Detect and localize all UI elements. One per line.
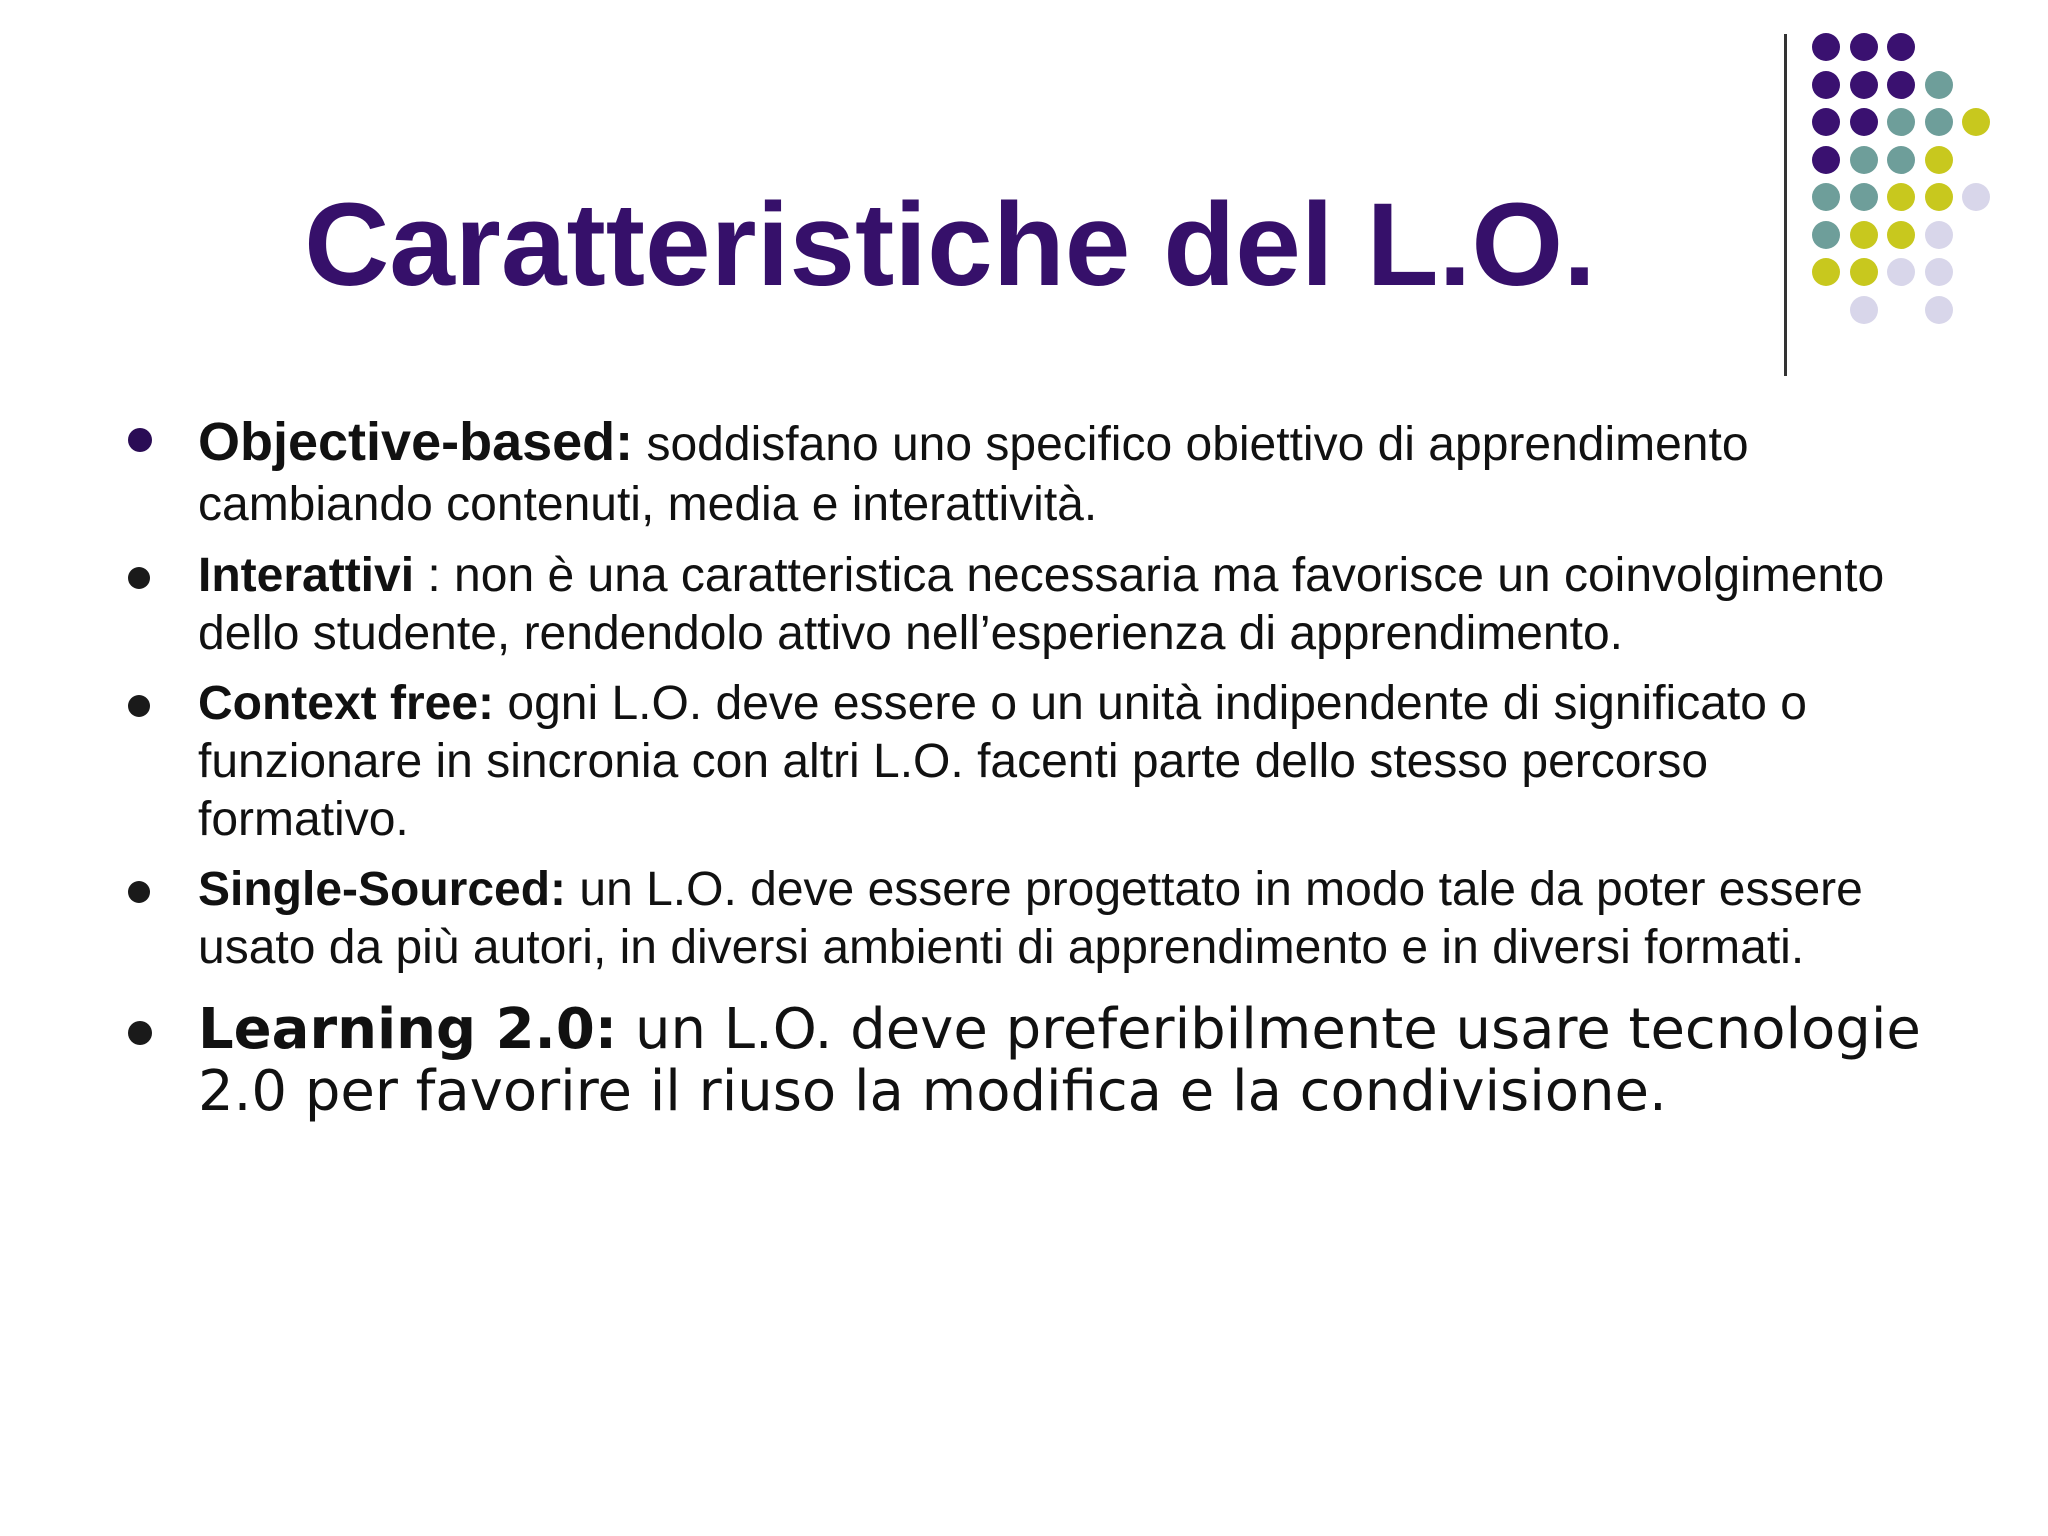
bullet-objective-based xyxy=(128,412,1928,535)
bullet-context-free xyxy=(128,675,1928,849)
bullet-text: : non è una caratteristica necessaria ma favorisce un coinvolgimento dello studente, rendendolo attivo nell’esperienza di apprendimento. xyxy=(198,549,1885,660)
slide-title: Caratteristiche del L.O. xyxy=(304,179,1596,311)
bullet-dot-icon xyxy=(128,1021,152,1045)
decorative-dot xyxy=(1887,146,1915,174)
bullet-interattivi xyxy=(128,547,1928,663)
bullet-term: Interattivi xyxy=(198,549,415,602)
bullet-dot-icon xyxy=(128,695,150,717)
bullet-text: un L.O. deve preferibilmente usare tecnologie 2.0 per favorire il riuso la modifica e la condivisione. xyxy=(198,997,1921,1124)
decorative-dot xyxy=(1925,296,1953,324)
decorative-dot xyxy=(1925,183,1953,211)
bullet-list xyxy=(128,412,1928,1135)
bullet-text: ogni L.O. deve essere o un unità indipendente di significato o funzionare in sincronia con altri L.O. facenti parte dello stesso percorso formativo. xyxy=(198,677,1807,846)
decorative-dot xyxy=(1812,108,1840,136)
bullet-text: soddisfano uno specifico obiettivo di apprendimento cambiando contenuti, media e interattività. xyxy=(198,418,1749,531)
bullet-learning-2-0 xyxy=(128,999,1928,1123)
decorative-dot xyxy=(1812,71,1840,99)
bullet-text: un L.O. deve essere progettato in modo tale da poter essere usato da più autori, in diversi ambienti di apprendimento e in diversi formati. xyxy=(198,863,1863,974)
decorative-dot xyxy=(1850,108,1878,136)
bullet-term: Single-Sourced: xyxy=(198,863,567,916)
decorative-dot xyxy=(1962,108,1990,136)
bullet-term: Objective-based: xyxy=(198,412,634,472)
decorative-dot xyxy=(1925,146,1953,174)
decorative-dot xyxy=(1850,33,1878,61)
decorative-dot xyxy=(1925,108,1953,136)
decorative-dot xyxy=(1812,146,1840,174)
bullet-dot-icon xyxy=(128,567,150,589)
decorative-dot xyxy=(1887,33,1915,61)
decorative-dot xyxy=(1850,146,1878,174)
decorative-dot xyxy=(1962,183,1990,211)
bullet-dot-icon xyxy=(128,428,152,452)
decorative-dot xyxy=(1887,108,1915,136)
bullet-term: Learning 2.0: xyxy=(198,997,618,1062)
bullet-dot-icon xyxy=(128,881,150,903)
bullet-term: Context free: xyxy=(198,677,495,730)
decorative-dot xyxy=(1925,221,1953,249)
decorative-dot xyxy=(1925,258,1953,286)
decorative-dot xyxy=(1887,71,1915,99)
decorative-dot xyxy=(1850,71,1878,99)
bullet-single-sourced xyxy=(128,861,1928,977)
decorative-dot xyxy=(1925,71,1953,99)
decorative-dot xyxy=(1812,33,1840,61)
